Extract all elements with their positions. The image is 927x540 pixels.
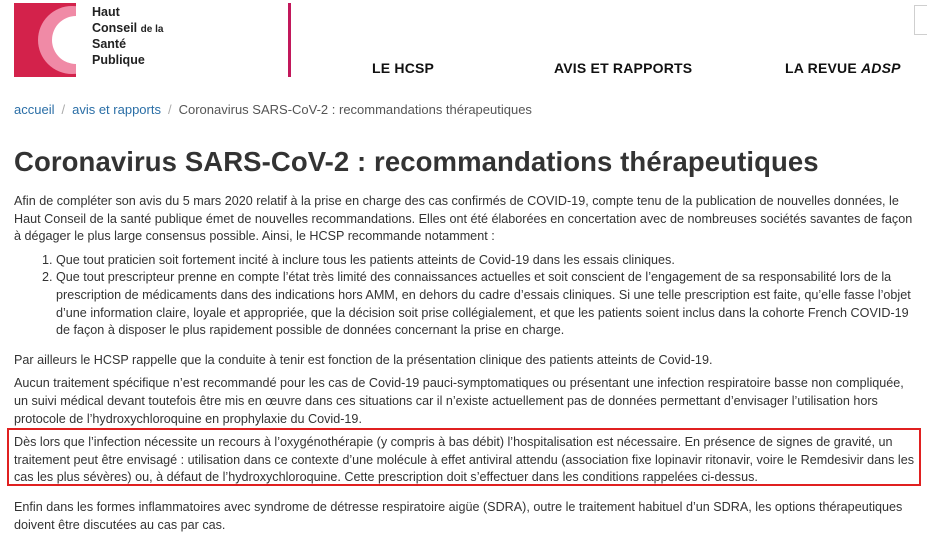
logo-line-haut: Haut xyxy=(92,5,120,19)
breadcrumb-separator: / xyxy=(61,102,66,117)
breadcrumb-separator: / xyxy=(167,102,172,117)
list-item: 2. Que tout prescripteur prenne en compte l’état très limité des connaissances actuelles et soit conscient de l’engagement de sa responsabilité lors de la prescription de médicaments dans des indications hors AMM, en dehors du cadre d’essais cliniques. Si une telle prescription est faite, qu’elle fasse l’objet d’une information claire, loyale et appropriée, que la décision soit prise collégialement, et que les patients soient inclus dans la cohorte French COVID-19 de façon à disposer le plus rapidement possible de données concernant la prise en charge. xyxy=(56,269,920,339)
logo-line-dela: de la xyxy=(140,23,164,35)
logo-text xyxy=(92,5,163,68)
logo-line-sante: Santé xyxy=(92,37,127,51)
nav-la-revue-adsp[interactable] xyxy=(785,60,901,76)
list-item: 1. Que tout praticien soit fortement incité à inclure tous les patients atteints de Covid-19 dans les essais cliniques. xyxy=(56,252,920,270)
breadcrumb-current: Coronavirus SARS-CoV-2 : recommandations thérapeutiques xyxy=(178,102,532,117)
recommendation-list xyxy=(14,252,920,340)
red-highlight-box xyxy=(7,428,921,486)
page-title: Coronavirus SARS-CoV-2 : recommandations thérapeutiques xyxy=(14,146,819,177)
search-toggle[interactable] xyxy=(914,5,927,35)
article-body xyxy=(14,193,920,540)
logo-line-publique: Publique xyxy=(92,52,145,67)
nav-revue-label: LA REVUE xyxy=(785,60,861,76)
nav-avis-et-rapports[interactable]: AVIS ET RAPPORTS xyxy=(554,60,693,76)
breadcrumb xyxy=(14,102,532,117)
logo-line-conseil: Conseil xyxy=(92,20,138,35)
highlighted-paragraph xyxy=(14,434,920,487)
paragraph-conduite: Par ailleurs le HCSP rappelle que la conduite à tenir est fonction de la présentation clinique des patients atteints de Covid-19. xyxy=(14,352,713,367)
paragraph-aucun-traitement: Aucun traitement spécifique n’est recommandé pour les cas de Covid-19 pauci-symptomatiques ou présentant une infection respiratoire basse non compliquée, un suivi médical devant toutefois être mis en œuvre dans ces situations car il n’existe actuellement pas de données permettant d’envisager l’utilisation hors protocole de l’hydroxychloroquine en prophylaxie du Covid-19. xyxy=(14,376,904,426)
nav-revue-italic: ADSP xyxy=(860,60,901,76)
header-divider xyxy=(288,3,291,77)
intro-paragraph: Afin de compléter son avis du 5 mars 2020 relatif à la prise en charge des cas confirmés de COVID-19, compte tenu de la publication de nouvelles données, le Haut Conseil de la santé publique émet de nouvelles recommandations. Elles ont été élaborées en concertation avec de nombreuses sociétés savantes de façon à dégager le plus large consensus possible. Ainsi, le HCSP recommande notamment : xyxy=(14,194,913,244)
breadcrumb-home[interactable]: accueil xyxy=(14,102,55,117)
nav-le-hcsp[interactable]: LE HCSP xyxy=(372,60,435,76)
hcsp-logo[interactable] xyxy=(14,3,284,77)
breadcrumb-section[interactable]: avis et rapports xyxy=(72,102,161,117)
logo-mark-icon xyxy=(14,3,84,77)
paragraph-sdra: Enfin dans les formes inflammatoires avec syndrome de détresse respiratoire aigüe (SDRA), outre le traitement habituel d’un SDRA, les options thérapeutiques doivent être discutées au cas par cas. xyxy=(14,499,903,532)
paragraph-oxygenotherapie: Dès lors que l’infection nécessite un recours à l’oxygénothérapie (y compris à bas débit) l’hospitalisation est nécessaire. En présence de signes de gravité, un traitement peut être envisagé : utilisation dans ce contexte d’une molécule à effet antiviral attendu (association fixe lopinavir ritonavir, voire le Remdesivir dans les cas les plus sévères) ou, à défaut de l’hydroxychloroquine. Cette prescription doit s’effectuer dans les conditions rappelées ci-dessus. xyxy=(14,435,915,485)
